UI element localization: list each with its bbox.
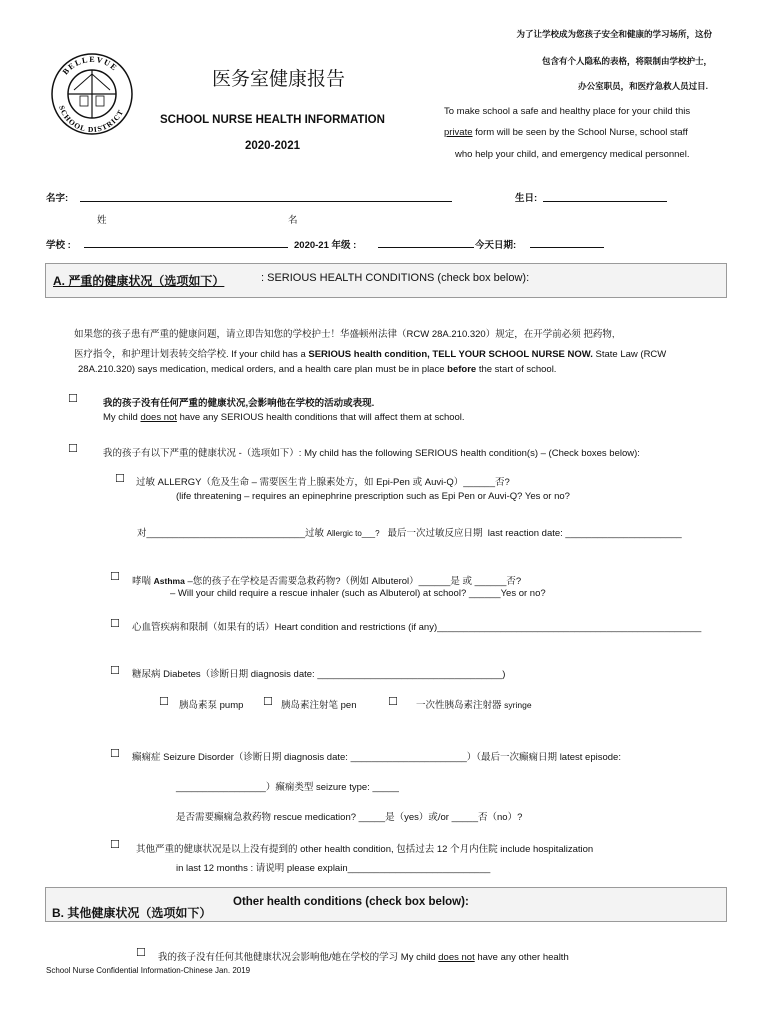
- today-date-label: 今天日期:: [475, 240, 517, 251]
- seizure-line-2: _________________）癫痫类型 seizure type: _____: [176, 782, 399, 793]
- name-field[interactable]: [80, 201, 452, 202]
- school-year: 2020-2021: [245, 140, 300, 152]
- name-label: 名字:: [46, 193, 69, 204]
- asthma-checkbox[interactable]: ☐: [110, 570, 120, 583]
- school-label: 学校 :: [46, 240, 71, 251]
- privacy-en-line-1: To make school a safe and healthy place for your child this: [444, 106, 691, 117]
- privacy-en-private: private: [444, 127, 473, 138]
- intro-line-2: [74, 346, 666, 360]
- logo-text-bottom: SCHOOL DISTRICT: [57, 104, 126, 135]
- dob-field[interactable]: [543, 201, 667, 202]
- no-serious-en-c: have any SERIOUS health conditions that will affect them at school.: [176, 412, 465, 423]
- intro-line-2-c: State Law (RCW: [592, 349, 667, 360]
- no-serious-en-b: does not: [140, 412, 177, 423]
- intro-line-3: [78, 364, 556, 375]
- no-other-label: [158, 949, 569, 963]
- privacy-en-line-3: who help your child, and emergency medical personnel.: [455, 149, 690, 160]
- diabetes-syringe-label: [416, 697, 532, 711]
- no-serious-en: [103, 412, 465, 423]
- diabetes-label: 糖尿病 Diabetes（诊断日期 diagnosis date: ___________________________________): [132, 669, 506, 680]
- privacy-cn-line-1: 为了让学校成为您孩子安全和健康的学习场所，这份: [516, 29, 712, 39]
- section-a-header: [45, 263, 727, 298]
- dob-label: 生日:: [515, 193, 538, 204]
- diabetes-pen-label: 胰岛素注射笔 pen: [281, 700, 357, 711]
- allergy-line-1: 过敏 ALLERGY（危及生命 – 需要医生肯上腺素处方，如 Epi-Pen 或 Auvi-Q）______否?: [136, 477, 510, 488]
- no-serious-checkbox[interactable]: ☐: [68, 392, 78, 405]
- today-date-field[interactable]: [530, 247, 604, 248]
- privacy-en-line-2-rest: form will be seen by the School Nurse, school staff: [472, 127, 688, 138]
- asthma-question: –您的孩子在学校是否需要急救药物?（例如 Albuterol）______是 或 ______否?: [184, 576, 522, 587]
- diabetes-pump-checkbox[interactable]: ☐: [159, 695, 169, 708]
- allergy-line-2: (life threatening – requires an epinephrine prescription such as Epi Pen or Auvi-Q? Yes or no?: [176, 491, 570, 502]
- allergy-line-3: [137, 525, 682, 539]
- diabetes-syringe-cn: 一次性胰岛素注射器: [416, 700, 502, 711]
- diabetes-syringe-checkbox[interactable]: ☐: [388, 695, 398, 708]
- intro-line-3-b: before: [447, 364, 477, 375]
- other-serious-line-1: 其他严重的健康状况是以上没有提到的 other health condition, 包括过去 12 个月内住院 include hospitalization: [136, 844, 594, 855]
- allergy-checkbox[interactable]: ☐: [115, 472, 125, 485]
- svg-text:SCHOOL DISTRICT: [57, 104, 125, 134]
- page-title-cn: 医务室健康报告: [212, 69, 346, 90]
- seizure-line-1: 癫痫症 Seizure Disorder（诊断日期 diagnosis date: ______________________）（最后一次癫痫日期 latest episode:: [132, 752, 621, 763]
- no-serious-cn: 我的孩子没有任何严重的健康状况,会影响他在学校的活动或表现.: [103, 398, 375, 409]
- seizure-line-3: 是否需要癫痫急救药物 rescue medication? _____是（yes）或/or _____否（no）?: [176, 812, 523, 823]
- privacy-cn-line-3: 办公室职员，和医疗急救人员过目.: [578, 81, 708, 91]
- allergy-to-cn: 对______________________________过敏: [137, 528, 325, 539]
- diabetes-checkbox[interactable]: ☐: [110, 664, 120, 677]
- intro-line-2-a: 医疗指令，和护理计划表转交给学校. If your child has a: [74, 349, 309, 360]
- diabetes-pen-checkbox[interactable]: ☐: [263, 695, 273, 708]
- asthma-line-2: – Will your child require a rescue inhaler (such as Albuterol) at school? ______Yes or no?: [170, 588, 546, 599]
- logo-text-top: BELLEVUE: [60, 54, 120, 77]
- page-title-en: SCHOOL NURSE HEALTH INFORMATION: [160, 114, 385, 126]
- no-other-a: 我的孩子没有任何其他健康状况会影响他/她在学校的学习 My child: [158, 952, 439, 963]
- school-district-logo: [50, 52, 134, 136]
- seizure-checkbox[interactable]: ☐: [110, 747, 120, 760]
- footer-text: School Nurse Confidential Information-Chinese Jan. 2019: [46, 966, 251, 975]
- diabetes-pump-label: 胰岛素泵 pump: [179, 700, 244, 711]
- intro-line-3-a: 28A.210.320) says medication, medical orders, and a health care plan must be in place: [78, 364, 448, 375]
- section-b-header: [45, 887, 727, 922]
- asthma-line-1: [132, 573, 521, 587]
- other-serious-checkbox[interactable]: ☐: [110, 838, 120, 851]
- no-other-c: have any other health: [474, 952, 569, 963]
- grade-label: 2020-21 年级 :: [294, 240, 357, 251]
- asthma-en: Asthma: [153, 576, 185, 586]
- no-other-checkbox[interactable]: ☐: [136, 946, 146, 959]
- privacy-cn-line-2: 包含有个人隐私的表格，将限制由学校护士，: [541, 56, 712, 66]
- heart-label: 心血管疾病和限制（如果有的话）Heart condition and restrictions (if any)__________________________________________________: [132, 622, 702, 633]
- given-name-label: 名: [288, 215, 298, 226]
- privacy-en-line-2: [444, 127, 688, 138]
- asthma-cn: 哮喘: [132, 576, 154, 587]
- last-reaction-en: last reaction date: ______________________: [487, 528, 682, 539]
- has-serious-label: 我的孩子有以下严重的健康状况 -（选项如下）: My child has the following SERIOUS health condition(s) – (Check boxes below):: [103, 448, 640, 459]
- last-reaction-cn: 最后一次过敏反应日期: [387, 528, 483, 539]
- other-serious-line-2: in last 12 months : 请说明 please explain___________________________: [176, 863, 491, 874]
- no-serious-en-a: My child: [103, 412, 141, 423]
- has-serious-checkbox[interactable]: ☐: [68, 442, 78, 455]
- no-other-b: does not: [438, 952, 475, 963]
- allergy-to-en: Allergic to___?: [326, 529, 380, 538]
- grade-field[interactable]: [378, 247, 474, 248]
- section-a-title-en: : SERIOUS HEALTH CONDITIONS (check box below):: [261, 272, 530, 284]
- section-b-title-cn-text: B. 其他健康状况（选项如下）: [52, 906, 212, 920]
- diabetes-syringe-en: syringe: [504, 700, 532, 710]
- school-field[interactable]: [84, 247, 288, 248]
- intro-line-1: 如果您的孩子患有严重的健康问题，请立即告知您的学校护士！华盛顿州法律（RCW 28A.210.320）规定，在开学前必须 把药物,: [74, 329, 615, 340]
- intro-line-2-b: SERIOUS health condition, TELL YOUR SCHOOL NURSE NOW.: [308, 349, 593, 360]
- surname-label: 姓: [97, 215, 107, 226]
- section-b-title-en: Other health conditions (check box below):: [233, 896, 469, 908]
- section-a-title-cn: A. 严重的健康状况（选项如下）: [53, 274, 225, 288]
- intro-line-3-c: the start of school.: [476, 364, 557, 375]
- heart-checkbox[interactable]: ☐: [110, 617, 120, 630]
